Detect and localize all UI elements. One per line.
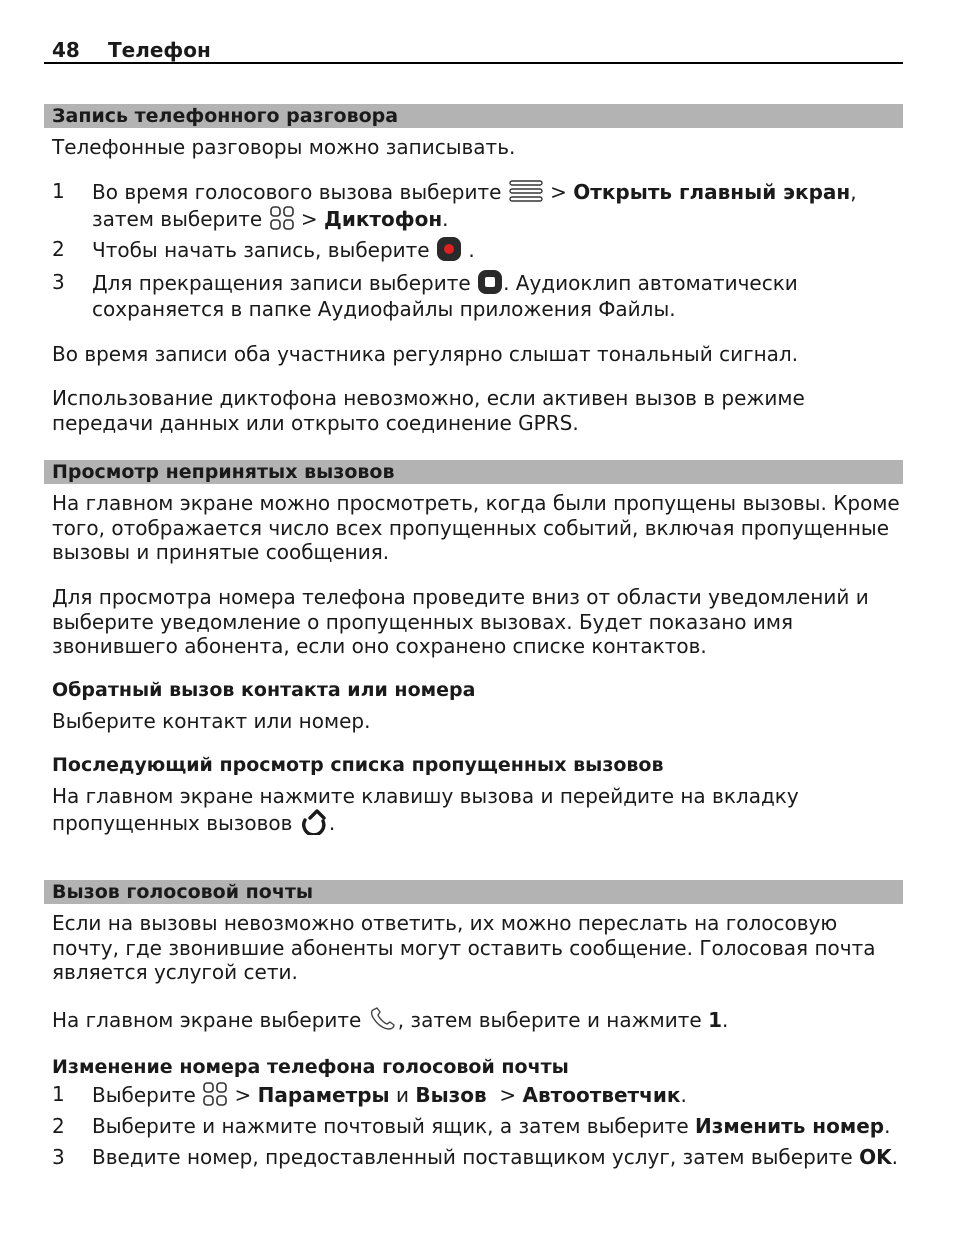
page-header [44,38,903,64]
applications-grid-icon [202,1081,228,1107]
step-1-voicemail [52,1081,902,1107]
chapter-title: Телефон [108,38,211,62]
step-3-voicemail [52,1144,902,1170]
step-2-voicemail [52,1113,902,1139]
step-text: Для прекращения записи выберите . Аудиоклип автоматически сохраняется в папке Аудиофайлы приложения Файлы. [92,271,798,321]
open-home-screen-label: Открыть главный экран [573,180,851,204]
recording-limitation-note: Использование диктофона невозможно, если активен вызов в режиме передачи данных или открыто соединение GPRS. [52,386,805,435]
missed-list-text: На главном экране нажмите клавишу вызова и перейдите на вкладку пропущенных вызовов . [52,784,799,835]
step-number: 3 [52,270,65,294]
recording-intro: Телефонные разговоры можно записывать. [52,135,516,159]
step-number: 2 [52,1114,65,1138]
voicemail-access-text: На главном экране выберите , затем выберите и нажмите 1. [52,1008,729,1032]
missed-calls-text-1: На главном экране можно просмотреть, когда были пропущены вызовы. Кроме того, отображается число всех пропущенных событий, включая пропущенные вызовы и принятые сообщения. [52,491,900,564]
menu-icon [508,178,544,204]
recording-tone-note: Во время записи оба участника регулярно слышат тональный сигнал. [52,342,799,366]
step-text: Выберите и нажмите почтовый ящик, а затем выберите Изменить номер. [92,1114,891,1138]
call-label: Вызов [415,1083,487,1107]
step-text: Выберите > Параметры и Вызов > Автоответчик. [92,1083,687,1107]
section-heading-voicemail: Вызов голосовой почты [44,880,903,904]
voicemail-intro: Если на вызовы невозможно ответить, их можно переслать на голосовую почту, где звонившие абоненты могут оставить сообщение. Голосовая почта является услугой сети. [52,911,876,984]
subheading-call-back: Обратный вызов контакта или номера [52,679,476,701]
step-text: Чтобы начать запись, выберите . [92,238,475,262]
step-number: 1 [52,179,65,203]
subheading-missed-list: Последующий просмотр списка пропущенных вызовов [52,754,664,776]
section-heading-recording: Запись телефонного разговора [44,104,903,128]
answering-machine-label: Автоответчик [522,1083,681,1107]
step-text: Во время голосового вызова выберите > Открыть главный экран, затем выберите > Диктофон. [92,180,857,231]
step-number: 3 [52,1145,65,1169]
page-number: 48 [52,38,80,62]
call-back-text: Выберите контакт или номер. [52,709,371,733]
record-icon [436,236,462,262]
change-number-label: Изменить номер [695,1114,885,1138]
recorder-label: Диктофон [324,207,443,231]
settings-label: Параметры [257,1083,390,1107]
key-one: 1 [708,1008,722,1032]
step-2-recording [52,236,902,262]
step-1-recording [52,178,902,230]
phone-handset-icon [368,1006,398,1032]
missed-calls-text-2: Для просмотра номера телефона проведите вниз от области уведомлений и выберите уведомление о пропущенных вызовах. Будет показано имя звонившего абонента, если оно сохранено списке контактов. [52,585,869,658]
step-number: 1 [52,1082,65,1106]
section-heading-missed-calls: Просмотр непринятых вызовов [44,460,903,484]
missed-call-icon [299,809,329,835]
ok-label: OK [859,1145,892,1169]
stop-icon [477,269,503,295]
step-number: 2 [52,237,65,261]
step-3-recording [52,269,902,321]
applications-grid-icon [269,205,295,231]
subheading-change-voicemail-number: Изменение номера телефона голосовой почты [52,1056,569,1078]
step-text: Введите номер, предоставленный поставщиком услуг, затем выберите OK. [92,1145,898,1169]
